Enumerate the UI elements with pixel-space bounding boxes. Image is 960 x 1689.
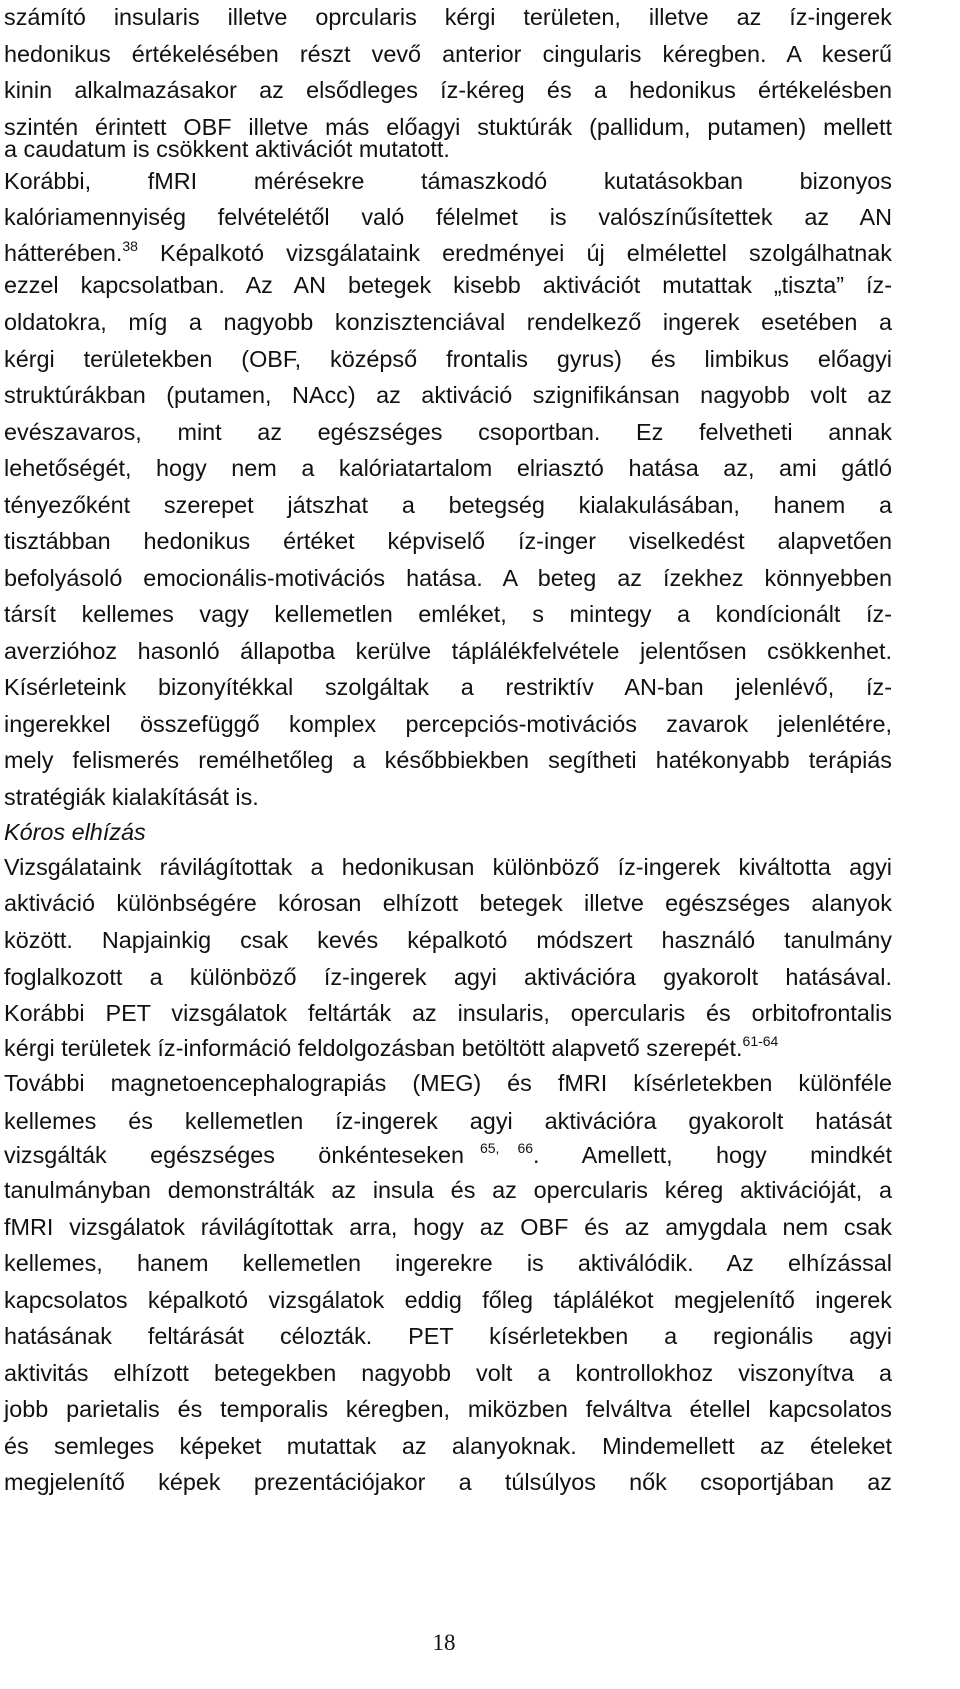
citation-superscript: 66	[517, 1140, 534, 1156]
text-line: Vizsgálataink rávilágítottak a hedonikusan különböző íz-ingerek kiváltotta agyi	[4, 854, 892, 880]
text-line: hatásának feltárását célozták. PET kísérletekben a regionális agyi	[4, 1323, 892, 1349]
text-line: mely felismerés remélhetőleg a későbbiekben segítheti hatékonyabb terápiás	[4, 747, 892, 773]
text-line: kapcsolatos képalkotó vizsgálatok eddig főleg táplálékot megjelenítő ingerek	[4, 1287, 892, 1313]
text-line	[4, 1138, 892, 1172]
citation-superscript: 65,	[479, 1140, 500, 1156]
text-line: ingerekkel összefüggő komplex percepciós-motivációs zavarok jelenlétére,	[4, 711, 892, 737]
text-line: Kísérleteink bizonyítékkal szolgáltak a restriktív AN-ban jelenlévő, íz-	[4, 674, 892, 700]
text-line: tanulmányban demonstrálták az insula és az opercularis kéreg aktivációját, a	[4, 1177, 892, 1203]
text-line: struktúrákban (putamen, NAcc) az aktiváció szignifikánsan nagyobb volt az	[4, 382, 892, 408]
text-line: kalóriamennyiség felvételétől való félelmet is valószínűsítettek az AN	[4, 204, 892, 230]
text-line	[4, 1031, 892, 1065]
text-line: kellemes és kellemetlen íz-ingerek agyi aktivációra gyakorolt hatását	[4, 1108, 892, 1134]
text-fragment: Képalkotó vizsgálataink eredményei új elmélettel szolgálhatnak	[137, 240, 892, 266]
text-line: aktivitás elhízott betegekben nagyobb volt a kontrollokhoz viszonyítva a	[4, 1360, 892, 1386]
text-line: a caudatum is csökkent aktivációt mutatott.	[4, 136, 450, 162]
text-fragment: . Amellett, hogy mindkét	[533, 1142, 892, 1168]
text-line: További magnetoencephalograpiás (MEG) és fMRI kísérletekben különféle	[4, 1070, 892, 1096]
text-line: oldatokra, míg a nagyobb konzisztenciával rendelkező ingerek esetében a	[4, 309, 892, 335]
text-line: számító insularis illetve oprcularis kérgi területen, illetve az íz-ingerek	[4, 4, 892, 30]
text-fragment: hátterében.	[4, 240, 123, 266]
text-fragment: kérgi területek íz-információ feldolgozásban betöltött alapvető szerepét.	[4, 1035, 743, 1061]
text-line: Korábbi, fMRI mérésekre támaszkodó kutatásokban bizonyos	[4, 168, 892, 194]
citation-superscript: 38	[122, 238, 138, 254]
page-number: 18	[432, 1630, 456, 1655]
text-line: és semleges képeket mutattak az alanyoknak. Mindemellett az ételeket	[4, 1433, 892, 1459]
text-line: között. Napjainkig csak kevés képalkotó módszert használó tanulmány	[4, 927, 892, 953]
citation-superscript: 61-64	[742, 1033, 779, 1049]
text-line: stratégiák kialakítását is.	[4, 784, 259, 810]
text-line: tisztábban hedonikus értéket képviselő íz-inger viselkedést alapvetően	[4, 528, 892, 554]
text-line: evészavaros, mint az egészséges csoportban. Ez felvetheti annak	[4, 419, 892, 445]
text-line: fMRI vizsgálatok rávilágítottak arra, hogy az OBF és az amygdala nem csak	[4, 1214, 892, 1240]
text-line: befolyásoló emocionális-motivációs hatása. A beteg az ízekhez könnyebben	[4, 565, 892, 591]
text-line: kinin alkalmazásakor az elsődleges íz-kéreg és a hedonikus értékelésben	[4, 77, 892, 103]
text-line: szintén érintett OBF illetve más előagyi stuktúrák (pallidum, putamen) mellett	[4, 113, 892, 140]
text-line: Korábbi PET vizsgálatok feltárták az insularis, opercularis és orbitofrontalis	[4, 1000, 892, 1026]
text-line: foglalkozott a különböző íz-ingerek agyi aktivációra gyakorolt hatásával.	[4, 964, 892, 990]
text-line: megjelenítő képek prezentációjakor a túlsúlyos nők csoportjában az	[4, 1469, 892, 1495]
text-line: tényezőként szerepet játszhat a betegség kialakulásában, hanem a	[4, 492, 892, 518]
text-line: kellemes, hanem kellemetlen ingerekre is aktiválódik. Az elhízással	[4, 1250, 892, 1276]
text-line: lehetőségét, hogy nem a kalóriatartalom elriasztó hatása az, ami gátló	[4, 455, 892, 481]
text-line: jobb parietalis és temporalis kéregben, miközben felváltva étellel kapcsolatos	[4, 1396, 892, 1422]
text-line: averzióhoz hasonló állapotba kerülve táplálékfelvétele jelentősen csökkenhet.	[4, 638, 892, 664]
text-line: hedonikus értékelésében részt vevő anterior cingularis kéregben. A keserű	[4, 40, 892, 67]
text-line: aktiváció különbségére kórosan elhízott betegek illetve egészséges alanyok	[4, 890, 892, 916]
text-line: társít kellemes vagy kellemetlen emléket, s mintegy a kondícionált íz-	[4, 601, 892, 627]
section-heading: Kóros elhízás	[4, 819, 146, 845]
text-line	[4, 236, 892, 270]
text-fragment: vizsgálták egészséges önkénteseken	[4, 1142, 464, 1168]
text-line: kérgi területekben (OBF, középső frontalis gyrus) és limbikus előagyi	[4, 346, 892, 372]
text-line: ezzel kapcsolatban. Az AN betegek kisebb aktivációt mutattak „tiszta” íz-	[4, 272, 892, 298]
